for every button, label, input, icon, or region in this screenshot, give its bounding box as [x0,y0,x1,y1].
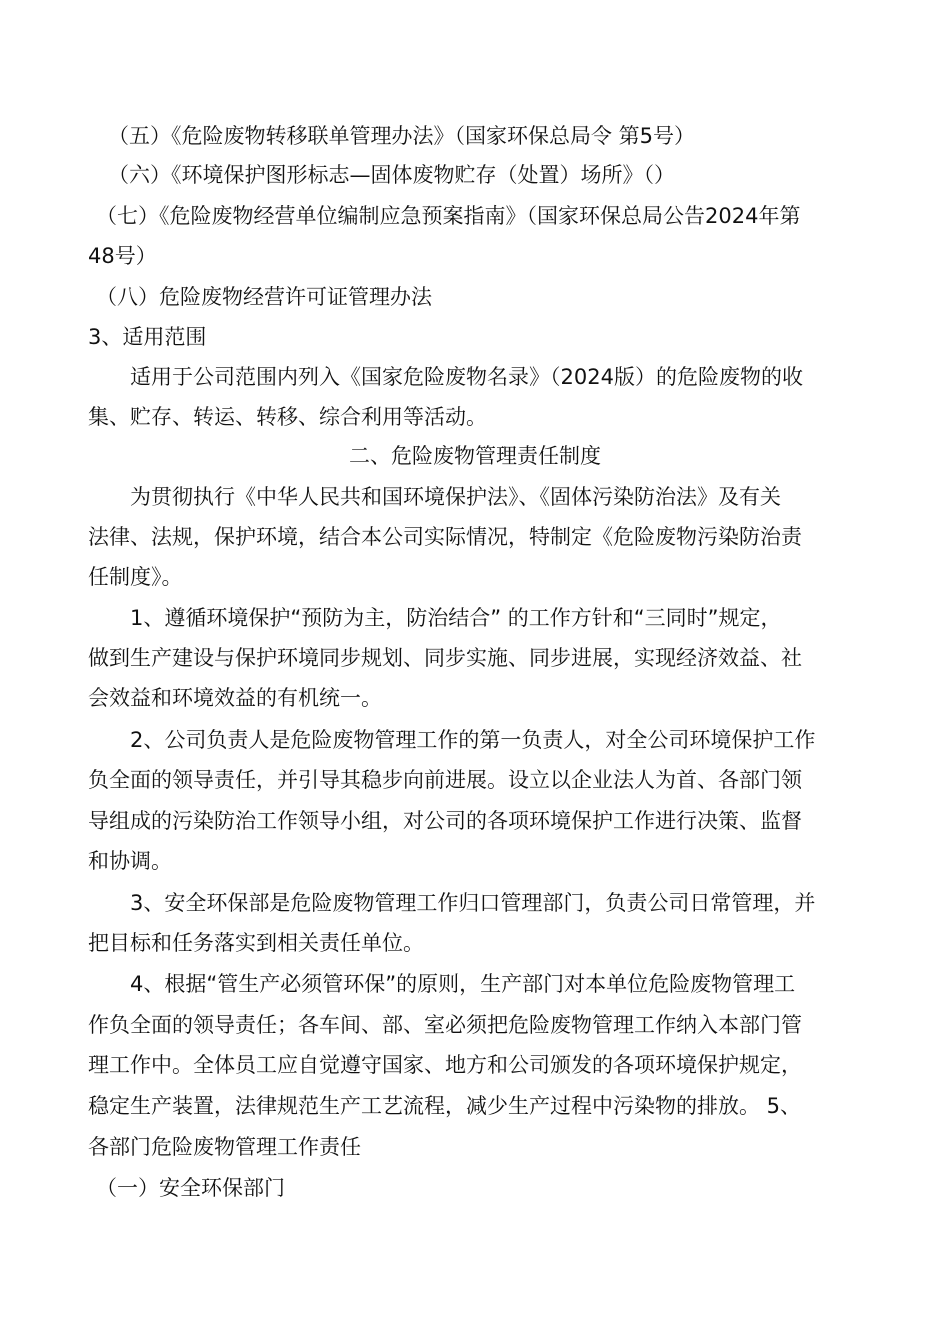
text-line: （八）危险废物经营许可证管理办法 [96,285,432,309]
text-line: （七）《危险废物经营单位编制应急预案指南》（国家环保总局公告2024年第 [96,204,801,228]
text-line: 2、公司负责人是危险废物管理工作的第一负责人，对全公司环境保护工作 [130,728,816,752]
text-line: 导组成的污染防治工作领导小组，对公司的各项环境保护工作进行决策、监督 [88,809,802,833]
text-line: （一）安全环保部门 [96,1176,285,1200]
text-line: 和协调。 [88,849,172,873]
text-line: 会效益和环境效益的有机统一。 [88,686,382,710]
text-line: 各部门危险废物管理工作责任 [88,1135,361,1159]
chapter-heading: 二、危险废物管理责任制度 [349,444,601,468]
text-line: 任制度》。 [88,565,183,589]
text-line: 法律、法规，保护环境，结合本公司实际情况，特制定《危险废物污染防治责 [88,525,802,549]
text-line: 适用于公司范围内列入《国家危险废物名录》（2024版）的危险废物的收 [130,365,803,389]
text-line: 集、贮存、转运、转移、综合利用等活动。 [88,405,487,429]
text-line: 做到生产建设与保护环境同步规划、同步实施、同步进展，实现经济效益、社 [88,646,802,670]
text-line: （五）《危险废物转移联单管理办法》（国家环保总局令 第5号） [108,124,696,148]
text-line: 1、遵循环境保护“预防为主，防治结合” 的工作方针和“三同时”规定， [130,606,782,630]
text-line: 作负全面的领导责任；各车间、部、室必须把危险废物管理工作纳入本部门管 [88,1013,802,1037]
text-line: 负全面的领导责任，并引导其稳步向前进展。设立以企业法人为首、各部门领 [88,768,802,792]
text-line: 把目标和任务落实到相关责任单位。 [88,931,424,955]
section-heading: 3、适用范围 [88,325,207,349]
text-line: 理工作中。全体员工应自觉遵守国家、地方和公司颁发的各项环境保护规定， [88,1053,802,1077]
text-line: 3、安全环保部是危险废物管理工作归口管理部门，负责公司日常管理，并 [130,891,816,915]
text-line: 为贯彻执行《中华人民共和国环境保护法》、《固体污染防治法》及有关 [130,485,781,509]
text-line: 4、根据“管生产必须管环保”的原则，生产部门对本单位危险废物管理工 [130,972,796,996]
text-line: （六）《环境保护图形标志—固体废物贮存（处置）场所》（） [108,163,675,187]
text-line: 稳定生产装置，法律规范生产工艺流程，减少生产过程中污染物的排放。 5、 [88,1094,802,1118]
text-line: 48号） [88,244,157,268]
